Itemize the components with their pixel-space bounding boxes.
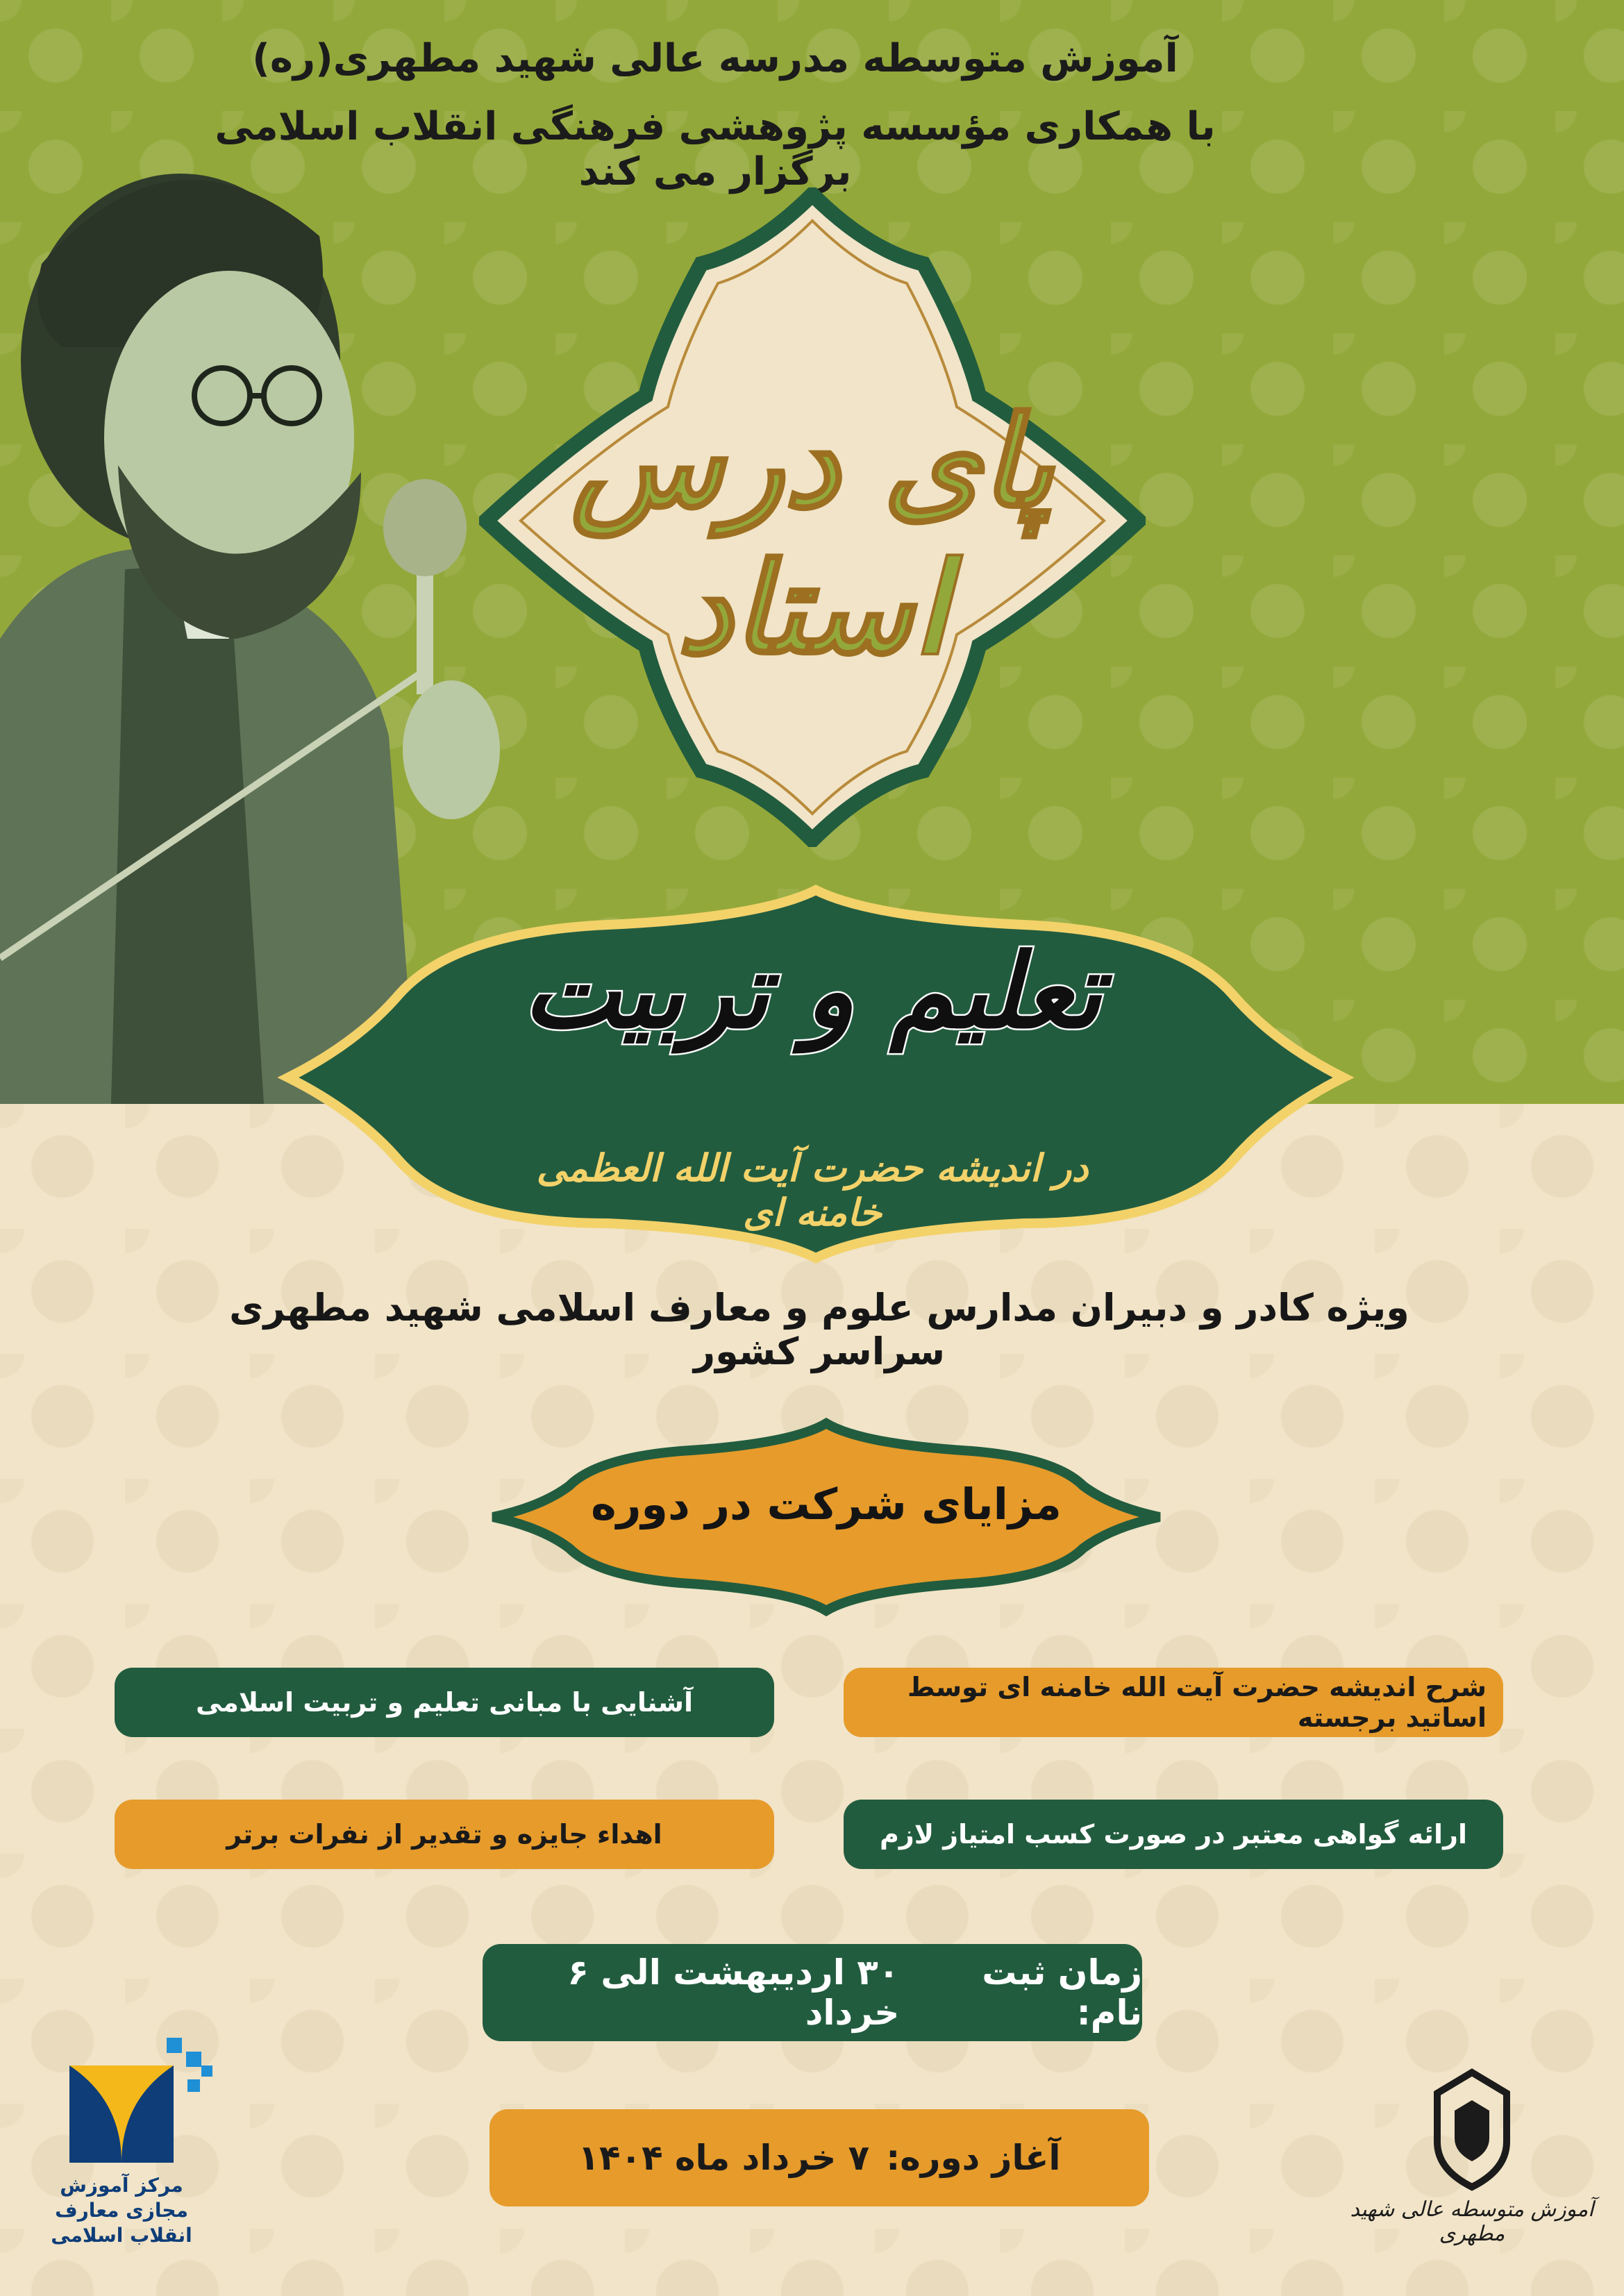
header-line-1: آموزش متوسطه مدرسه عالی شهید مطهری(ره) xyxy=(252,36,1178,81)
benefits-title: مزایای شرکت در دوره xyxy=(591,1479,1062,1530)
benefit-item: آشنایی با مبانی تعلیم و تربیت اسلامی xyxy=(115,1668,774,1737)
benefit-item: ارائه گواهی معتبر در صورت کسب امتیاز لازم xyxy=(844,1800,1503,1869)
registration-label: زمان ثبت نام: xyxy=(982,1952,1142,2033)
right-logo-text: آموزش متوسطه عالی شهید مطهری xyxy=(1350,2197,1594,2246)
registration-value: ۳۰ اردیبهشت الی ۶ خرداد xyxy=(567,1952,900,2033)
left-logo-text xyxy=(42,2173,201,2248)
program-title: پای درس استاد xyxy=(571,389,1054,682)
start-box xyxy=(489,2109,1149,2206)
left-logo-line-2: مجازی معارف xyxy=(55,2199,188,2222)
start-label: آغاز دوره: xyxy=(886,2138,1061,2178)
audience-text: ویژه کادر و دبیران مدارس علوم و معارف اسلامی شهید مطهری سراسر کشور xyxy=(229,1286,1409,1373)
benefit-item: اهداء جایزه و تقدیر از نفرات برتر xyxy=(115,1800,774,1869)
registration-box xyxy=(483,1944,1142,2041)
start-value: ۷ خرداد ماه ۱۴۰۴ xyxy=(578,2138,870,2178)
left-logo-line-3: انقلاب اسلامی xyxy=(51,2224,192,2247)
header-line-2: با همکاری مؤسسه پژوهشی فرهنگی انقلاب اسلامی برگزار می کند xyxy=(215,104,1216,194)
benefit-item: شرح اندیشه حضرت آیت الله خامنه ای توسط اساتید برجسته xyxy=(844,1668,1503,1737)
banner-subtitle: در اندیشه حضرت آیت الله العظمی خامنه ای xyxy=(536,1146,1089,1234)
left-logo-line-1: مرکز آموزش xyxy=(60,2174,183,2197)
banner-title: تعلیم و تربیت xyxy=(523,930,1102,1051)
